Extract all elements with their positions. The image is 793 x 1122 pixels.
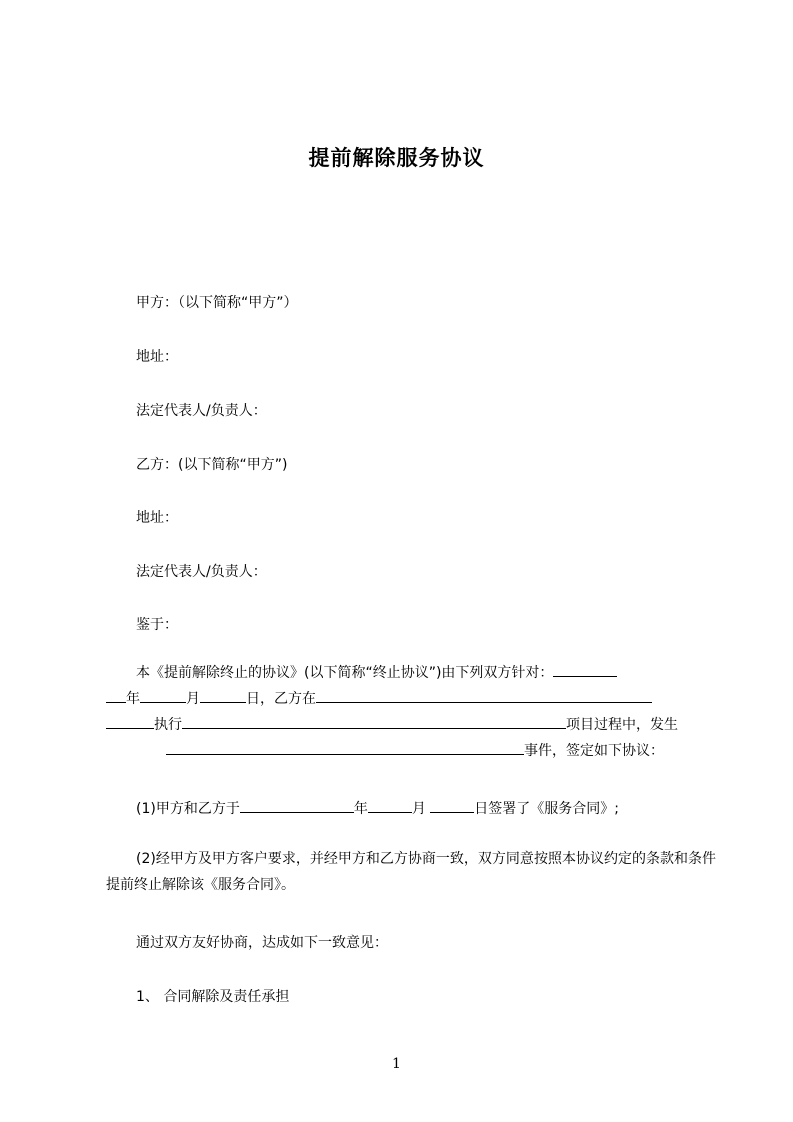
intro-day: 日，乙方在 (246, 691, 316, 707)
intro-month: 月 (186, 691, 200, 707)
intro-execute: 执行 (154, 717, 182, 733)
address-b-line: 地址： (136, 510, 178, 526)
blank-field (368, 798, 412, 813)
blank-field (200, 688, 246, 703)
blank-field (106, 688, 126, 703)
page-number: 1 (392, 1056, 401, 1072)
blank-field (240, 798, 354, 813)
blank-field (430, 798, 474, 813)
clause-1-day: 日签署了《服务合同》; (474, 801, 620, 817)
blank-field (106, 714, 154, 729)
intro-year: 年 (126, 691, 140, 707)
intro-paragraph (106, 660, 716, 764)
section-1-heading: 1、 合同解除及责任承担 (136, 989, 290, 1005)
consensus-line: 通过双方友好协商，达成如下一致意见： (136, 935, 388, 951)
clause-2: (2)经甲方及甲方客户要求，并经甲方和乙方协商一致，双方同意按照本协议约定的条款和条件提前终止解除该《服务合同》。 (106, 851, 716, 893)
clause-1-text: (1)甲方和乙方于 (136, 801, 240, 817)
blank-field (140, 688, 186, 703)
blank-field (553, 662, 617, 677)
clause-1-year: 年 (353, 801, 368, 817)
intro-project: 项目过程中，发生 (566, 717, 678, 733)
party-a-line: 甲方：（以下简称“甲方”） (136, 295, 298, 311)
representative-a-line: 法定代表人/负责人： (136, 403, 267, 419)
intro-event: 事件，签定如下协议： (524, 743, 664, 759)
whereas-line: 鉴于： (136, 617, 178, 633)
representative-b-line: 法定代表人/负责人： (136, 564, 267, 580)
clause-1 (136, 798, 619, 818)
party-b-line: 乙方：(以下简称“甲方”) (136, 457, 288, 473)
blank-field (316, 688, 652, 703)
address-a-line: 地址： (136, 349, 178, 365)
intro-text-1: 本《提前解除终止的协议》(以下简称“终止协议”)由下列双方针对： (136, 665, 554, 681)
blank-field (166, 740, 524, 755)
blank-field (182, 714, 566, 729)
clause-1-month: 月 (411, 801, 426, 817)
document-title: 提前解除服务协议 (308, 146, 485, 170)
